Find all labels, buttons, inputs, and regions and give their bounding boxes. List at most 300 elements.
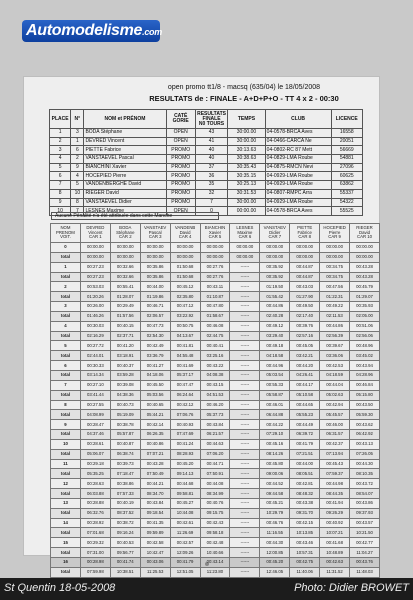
lap-number: total	[51, 567, 81, 577]
lap-time-cell: 06:32.76	[80, 508, 110, 518]
lap-time-cell: ------	[230, 292, 260, 302]
lap-time-cell: 05:03.56	[140, 390, 170, 400]
lap-driver-name: BIANCHIN	[204, 225, 226, 231]
lap-time-cell: 02:16.29	[80, 331, 110, 341]
lap-time-cell: 00:00.00	[110, 252, 140, 262]
lap-time-cell: 07:59.98	[80, 567, 110, 577]
lap-time-cell: 00:41.79	[290, 439, 320, 449]
lap-time-cell: ------	[230, 548, 260, 558]
lap-time-cell: 00:44.68	[170, 479, 200, 489]
lap-time-cell: 00:00.00	[350, 243, 380, 253]
lap-time-cell: 11:40.06	[290, 567, 320, 577]
lap-time-cell: 00:35.86	[140, 262, 170, 272]
lap-time-cell: 01:50.68	[170, 262, 200, 272]
results-cell-driver-name: LESNES Maxime	[84, 207, 166, 216]
sheet-header-line1: open promo tt1/8 - macsq (635/04) le 18/05/2008	[167, 84, 321, 91]
lap-time-cell: 02:40.28	[260, 311, 290, 321]
lap-time-cell: 00:39.73	[110, 459, 140, 469]
lap-time-cell: 00:41.74	[110, 558, 140, 568]
lap-time-cell: 00:44.87	[290, 262, 320, 272]
lap-time-cell: 00:42.81	[290, 479, 320, 489]
lap-time-cell: 06:39.72	[290, 430, 320, 440]
lap-time-cell: 08:05.51	[290, 469, 320, 479]
lap-time-cell: 03:45.02	[350, 351, 380, 361]
lap-number: 4	[51, 321, 81, 331]
lap-time-cell: 07:59.37	[320, 469, 350, 479]
lap-total-row	[51, 370, 380, 380]
lap-driver-first: Pierre	[328, 229, 341, 235]
lap-time-cell: 00:45.79	[350, 282, 380, 292]
lap-time-cell: 00:46.84	[350, 380, 380, 390]
lap-number: total	[51, 528, 81, 538]
lap-time-cell: 00:39.67	[320, 341, 350, 351]
lap-time-cell: ------	[230, 528, 260, 538]
lap-time-cell: 00:44.98	[320, 479, 350, 489]
lap-time-cell: 00:00.00	[230, 252, 260, 262]
lap-time-cell: 07:01.68	[80, 528, 110, 538]
results-cell-time: 30:00.00	[228, 198, 265, 207]
lap-time-cell: 00:43.28	[140, 459, 170, 469]
results-cell-club: 04-0466-CARCA Ne	[265, 137, 331, 146]
results-cell-time: 30:35.43	[228, 163, 265, 172]
lap-number: total	[51, 489, 81, 499]
lap-time-cell: 08:34.70	[140, 489, 170, 499]
lap-row	[51, 321, 380, 331]
lap-time-cell: 03:59.28	[110, 370, 140, 380]
lap-time-cell: 12:00.85	[260, 548, 290, 558]
results-cell-time: 30:38.63	[228, 155, 265, 164]
lap-time-cell: 00:42.43	[200, 518, 230, 528]
lap-time-cell: 04:18.59	[320, 370, 350, 380]
lap-time-cell: 02:44.01	[80, 351, 110, 361]
lap-time-cell: 00:00.00	[260, 243, 290, 253]
lap-total-row	[51, 449, 380, 459]
results-cell-driver-name: BODA Stéphane	[84, 129, 166, 138]
results-cell-driver-name: BIANCHINI Xavier	[84, 163, 166, 172]
lap-time-cell: 00:43.46	[290, 538, 320, 548]
lap-time-cell: 00:47.80	[200, 302, 230, 312]
penalty-note: Aucune Pénalité n'a été attribuée dans cette Manche	[51, 212, 219, 220]
lap-time-cell: 05:55.23	[290, 410, 320, 420]
lap-driver-header	[170, 224, 200, 243]
results-cell-club: 04-0829-LMA Roube	[265, 155, 331, 164]
results-body	[50, 129, 363, 216]
lap-time-cell: 04:37.46	[80, 430, 110, 440]
lap-time-cell: 00:40.73	[110, 400, 140, 410]
lap-time-cell: 10:38.51	[110, 567, 140, 577]
lap-time-cell: 02:54.30	[140, 331, 170, 341]
lap-time-cell: 01:55.42	[260, 292, 290, 302]
lap-time-cell: ------	[230, 489, 260, 499]
results-cell-time: 30:35.15	[228, 172, 265, 181]
lap-time-cell: ------	[230, 518, 260, 528]
lap-row	[51, 341, 380, 351]
col-laps-label: N0 TOURS	[198, 120, 225, 127]
lap-time-cell: 00:27.23	[80, 262, 110, 272]
lap-time-cell: 02:06.57	[140, 311, 170, 321]
results-cell-category: PROMO	[166, 172, 195, 181]
results-cell-number: 1	[71, 137, 84, 146]
lap-number: 1	[51, 262, 81, 272]
col-time: TEMPS	[228, 110, 265, 129]
results-cell-category: OPEN	[166, 129, 195, 138]
lap-time-cell: 01:22.31	[320, 292, 350, 302]
lap-time-cell: 00:46.76	[260, 518, 290, 528]
lap-time-cell: 00:00.00	[80, 243, 110, 253]
lap-time-cell: 00:27.76	[200, 272, 230, 282]
results-cell-number: 7	[71, 207, 84, 216]
results-cell-club: 04-0929-LMA Roube	[265, 181, 331, 190]
lap-time-cell: 06:03.88	[80, 489, 110, 499]
lap-time-cell: 00:35.93	[350, 302, 380, 312]
lap-row	[51, 479, 380, 489]
lap-time-cell: 00:34.75	[320, 272, 350, 282]
lap-time-cell: 05:06.07	[80, 449, 110, 459]
lap-time-cell: 00:00.00	[200, 243, 230, 253]
lap-time-cell: 00:44.52	[260, 479, 290, 489]
lap-time-cell: 00:43.06	[140, 558, 170, 568]
lap-time-cell: 06:24.64	[170, 390, 200, 400]
col-number: N°	[71, 110, 84, 129]
results-cell-laps: 37	[195, 163, 227, 172]
lap-time-cell: 00:00.00	[140, 252, 170, 262]
lap-time-cell: 00:44.04	[320, 380, 350, 390]
lap-number: total	[51, 548, 81, 558]
lap-time-cell: 01:29.07	[350, 292, 380, 302]
results-cell-place: 6	[50, 172, 71, 181]
results-cell-laps: 35	[195, 181, 227, 190]
lap-number: total	[51, 469, 81, 479]
lap-time-cell: 11:04.27	[350, 548, 380, 558]
lap-time-cell: 00:00.00	[320, 243, 350, 253]
results-cell-licence: 54322	[331, 198, 362, 207]
lap-driver-name: RIEGER	[356, 225, 373, 231]
lap-time-cell: 00:00.00	[110, 243, 140, 253]
lap-time-cell: 06:42.92	[350, 430, 380, 440]
lap-time-cell: 00:44.17	[290, 380, 320, 390]
results-cell-number: 3	[71, 129, 84, 138]
lap-time-cell: 00:30.33	[80, 361, 110, 371]
lap-time-cell: 03:36.79	[140, 351, 170, 361]
lap-time-cell: 00:46.00	[320, 420, 350, 430]
lap-number: total	[51, 508, 81, 518]
lap-time-cell: 11:48.03	[350, 567, 380, 577]
lap-time-cell: 00:27.76	[200, 262, 230, 272]
lap-time-cell: 07:26.05	[350, 449, 380, 459]
lap-total-row	[51, 331, 380, 341]
results-cell-club: 04-0802-RC 87 Mett	[265, 146, 331, 155]
lap-driver-header	[200, 224, 230, 243]
lap-time-cell: 00:35.86	[140, 272, 170, 282]
results-cell-place: 1	[50, 129, 71, 138]
lap-time-cell: 00:32.66	[110, 272, 140, 282]
lap-time-cell: 05:58.87	[260, 390, 290, 400]
lap-time-cell: 10:48.89	[320, 548, 350, 558]
results-cell-number: 8	[71, 198, 84, 207]
lap-time-cell: 11:25.53	[140, 567, 170, 577]
lap-number: total	[51, 410, 81, 420]
lap-time-cell: 00:40.53	[110, 538, 140, 548]
lap-time-cell: 05:37.17	[170, 370, 200, 380]
lap-time-cell: ------	[230, 351, 260, 361]
lap-time-cell: 00:42.49	[140, 341, 170, 351]
lap-number: 14	[51, 518, 81, 528]
lap-time-cell: 09:59.89	[140, 528, 170, 538]
results-cell-number: 4	[71, 172, 84, 181]
lap-driver-name: HOCEPIED	[323, 225, 346, 231]
lap-time-cell: 09:16.24	[110, 528, 140, 538]
lap-time-cell: 11:16.55	[260, 528, 290, 538]
lap-driver-header	[80, 224, 110, 243]
lap-time-cell: 00:40.87	[110, 439, 140, 449]
lap-number: 8	[51, 400, 81, 410]
lap-driver-first: Fabrice	[297, 229, 312, 235]
lap-time-cell: 10:57.31	[290, 548, 320, 558]
lap-time-cell: ------	[230, 400, 260, 410]
lap-time-cell: 10:13.85	[290, 528, 320, 538]
lap-time-cell: 00:29.18	[80, 459, 110, 469]
lap-time-cell: 00:00.00	[320, 252, 350, 262]
lap-time-cell: ------	[230, 321, 260, 331]
lap-time-cell: ------	[230, 459, 260, 469]
lap-time-cell: 00:42.57	[170, 538, 200, 548]
lap-time-cell: 00:40.37	[110, 361, 140, 371]
lap-time-cell: 00:49.22	[320, 302, 350, 312]
lap-time-cell: ------	[230, 567, 260, 577]
lap-time-cell: 00:47.73	[140, 321, 170, 331]
lap-time-cell: ------	[230, 282, 260, 292]
lap-driver-name: VANSTAEV	[144, 225, 167, 231]
lap-time-cell: 08:10.35	[350, 469, 380, 479]
lap-time-cell: 00:44.49	[290, 420, 320, 430]
results-cell-licence: 55525	[331, 207, 362, 216]
lap-time-cell: 00:39.08	[110, 380, 140, 390]
lap-time-cell: 00:41.69	[170, 361, 200, 371]
lap-time-cell: 09:26.29	[320, 508, 350, 518]
results-cell-driver-name: HOCEPIED Pierre	[84, 172, 166, 181]
lap-driver-header	[140, 224, 170, 243]
lap-number: 7	[51, 380, 81, 390]
lap-time-cell: 05:19.09	[110, 410, 140, 420]
results-cell-driver-name: RIEGER David	[84, 189, 166, 198]
lap-time-cell: 00:44.20	[290, 361, 320, 371]
lap-row	[51, 243, 380, 253]
lap-time-cell: 06:21.57	[200, 430, 230, 440]
lap-time-cell: 00:43.11	[200, 282, 230, 292]
lap-time-cell: ------	[230, 311, 260, 321]
lap-time-cell: 00:44.86	[260, 302, 290, 312]
lap-time-cell: 00:46.01	[260, 400, 290, 410]
lap-time-cell: 07:50.91	[200, 469, 230, 479]
lap-driver-header	[260, 224, 290, 243]
lap-time-cell: 07:50.49	[140, 469, 170, 479]
lap-driver-header	[290, 224, 320, 243]
lap-time-cell: 01:57.56	[110, 311, 140, 321]
sheet-header-line2: RESULTATS de : FINALE - A+D+P+O - TT 4 x 2 - 00:30	[149, 94, 339, 103]
lap-driver-name: LESNES	[236, 225, 254, 231]
lap-time-cell: 00:44.86	[320, 321, 350, 331]
lap-total-row	[51, 489, 380, 499]
lap-time-cell: 00:41.24	[170, 439, 200, 449]
lap-time-cell: 04:55.48	[170, 351, 200, 361]
caption-photo-credit: Photo: Didier BROWET	[294, 582, 409, 594]
lap-number: total	[51, 390, 81, 400]
lap-row	[51, 518, 380, 528]
lap-time-cell: 10:44.08	[170, 508, 200, 518]
lap-driver-first: Pascal	[148, 229, 162, 235]
col-laps	[195, 110, 227, 129]
lap-time-cell: 04:18.58	[260, 351, 290, 361]
lap-time-cell: 00:44.00	[290, 459, 320, 469]
lap-time-cell: 02:44.75	[200, 331, 230, 341]
lap-header-label: PRENOM	[56, 229, 75, 235]
lap-number: total	[51, 311, 81, 321]
lap-time-cell: 00:34.75	[320, 262, 350, 272]
lap-time-cell: 00:28.88	[80, 498, 110, 508]
lap-row	[51, 400, 380, 410]
results-cell-number: 9	[71, 163, 84, 172]
lap-time-cell: 02:17.40	[290, 311, 320, 321]
lap-time-cell: 00:42.48	[200, 538, 230, 548]
lap-time-cell: 00:41.79	[170, 558, 200, 568]
lap-time-cell: 00:44.22	[260, 420, 290, 430]
lap-total-row	[51, 311, 380, 321]
lap-number: 11	[51, 459, 81, 469]
lap-time-cell: 01:50.68	[170, 272, 200, 282]
lap-time-cell: 05:35.25	[80, 469, 110, 479]
results-cell-time: 00:00.00	[228, 207, 265, 216]
lap-time-cell: 05:45.57	[320, 410, 350, 420]
lap-time-cell: 00:48.96	[350, 341, 380, 351]
col-place: PLACE	[50, 110, 71, 129]
lap-time-cell: 02:37.71	[110, 331, 140, 341]
results-cell-category: PROMO	[166, 146, 195, 155]
lap-number: 3	[51, 302, 81, 312]
results-cell-number: 5	[71, 181, 84, 190]
lap-driver-name: BODA	[119, 225, 132, 231]
lap-time-cell: 00:41.27	[140, 361, 170, 371]
col-licence: LICENCE	[331, 110, 362, 129]
lap-time-cell: 00:44.00	[140, 282, 170, 292]
lap-time-cell: 00:42.58	[140, 538, 170, 548]
lap-number: total	[51, 252, 81, 262]
lap-time-cell: ------	[230, 538, 260, 548]
lap-time-cell: ------	[230, 449, 260, 459]
lap-number: 12	[51, 479, 81, 489]
lap-time-cell: 00:51.06	[350, 321, 380, 331]
lap-driver-car: CAR 1	[89, 234, 102, 240]
lap-time-cell: ------	[230, 331, 260, 341]
caption-location-date: St Quentin 18-05-2008	[4, 582, 116, 594]
lap-time-cell: 00:40.86	[140, 439, 170, 449]
lap-time-cell: 00:47.56	[320, 282, 350, 292]
lap-driver-car: CAR 9	[328, 234, 341, 240]
lap-time-cell: 00:45.05	[290, 341, 320, 351]
lap-time-cell: 08:48.32	[290, 489, 320, 499]
lap-time-cell: 00:42.77	[350, 538, 380, 548]
lap-number: 10	[51, 439, 81, 449]
final-results-table	[49, 109, 363, 216]
lap-time-cell: 09:56.77	[110, 548, 140, 558]
lap-driver-car: CAR 7	[268, 234, 282, 240]
results-cell-time: 30:00.00	[228, 137, 265, 146]
lap-number: 5	[51, 341, 81, 351]
lap-time-cell: 00:47.12	[170, 302, 200, 312]
lap-header-labels	[51, 224, 81, 243]
lap-times-table	[50, 223, 380, 578]
lap-time-cell: 00:46.20	[200, 400, 230, 410]
lap-driver-first: Xavier	[208, 229, 222, 235]
col-club: CLUB	[265, 110, 331, 129]
lap-header-label: VOIT.	[60, 234, 71, 240]
lap-time-cell: ------	[230, 558, 260, 568]
lap-time-cell: 00:43.62	[350, 420, 380, 430]
results-cell-driver-name: PIETTE Fabrice	[84, 146, 166, 155]
lap-time-cell: 00:00.00	[350, 252, 380, 262]
results-cell-driver-name: DEVRED Vincent	[84, 137, 166, 146]
lap-time-cell: 00:45.20	[260, 558, 290, 568]
lap-time-cell: 05:10.58	[290, 390, 320, 400]
results-cell-laps: 36	[195, 172, 227, 181]
lap-time-cell: 00:28.61	[80, 439, 110, 449]
results-cell-place: 2	[50, 137, 71, 146]
lap-time-cell: 11:23.80	[200, 567, 230, 577]
lap-time-cell: 07:06.20	[200, 449, 230, 459]
results-cell-licence: 27096	[331, 163, 362, 172]
results-cell-place: 5	[50, 163, 71, 172]
results-cell-licence: 20051	[331, 137, 362, 146]
lap-header-label: NOM	[60, 225, 71, 231]
lap-time-cell: ------	[230, 420, 260, 430]
lap-time-cell: 08:28.93	[170, 449, 200, 459]
lap-time-cell: 11:26.69	[170, 528, 200, 538]
results-cell-club: 04-0807-RMPC Arra	[265, 189, 331, 198]
lap-time-cell: 00:43.15	[200, 380, 230, 390]
lap-time-cell: 04:18.06	[140, 370, 170, 380]
lap-time-cell: 02:35.80	[170, 292, 200, 302]
lap-time-cell: 00:46.71	[140, 302, 170, 312]
results-row	[50, 129, 363, 138]
results-cell-number: 6	[71, 146, 84, 155]
lap-time-cell: 07:13.94	[320, 449, 350, 459]
lap-number: total	[51, 370, 81, 380]
lap-time-cell: ------	[230, 498, 260, 508]
lap-time-cell: ------	[230, 508, 260, 518]
lap-driver-first: Vincent	[88, 229, 103, 235]
lap-time-cell: 00:44.08	[200, 479, 230, 489]
lap-total-row	[51, 272, 380, 282]
lap-driver-first: Stéphane	[116, 229, 135, 235]
lap-time-cell: 00:26.00	[80, 302, 110, 312]
lap-time-cell: 02:57.16	[290, 331, 320, 341]
lap-time-cell: 00:00.00	[170, 243, 200, 253]
lap-time-cell: 00:55.41	[110, 282, 140, 292]
lap-time-cell: 12:46.05	[260, 567, 290, 577]
results-cell-driver-name: VANDENBERGHE David	[84, 181, 166, 190]
lap-time-cell: 09:00.06	[260, 469, 290, 479]
lap-time-cell: 03:14.34	[80, 370, 110, 380]
lap-time-cell: 06:38.74	[110, 449, 140, 459]
lap-time-cell: 03:25.16	[200, 351, 230, 361]
lap-driver-header	[320, 224, 350, 243]
lap-time-cell: 00:44.71	[200, 459, 230, 469]
results-cell-time: 30:25.13	[228, 181, 265, 190]
lap-total-row	[51, 292, 380, 302]
lap-time-cell: 00:41.81	[170, 341, 200, 351]
lap-row	[51, 302, 380, 312]
lap-driver-car: CAR 5	[208, 234, 222, 240]
lap-time-cell: ------	[230, 469, 260, 479]
